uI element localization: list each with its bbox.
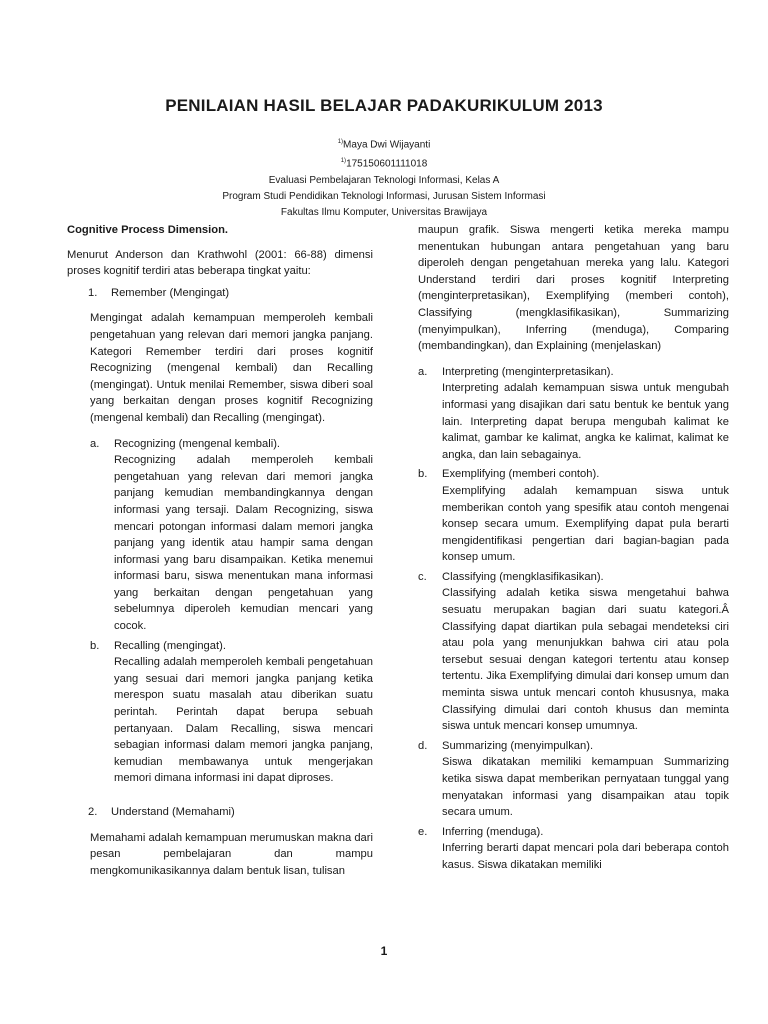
author-name: $^{1)}$Maya Dwi Wijayanti (337, 139, 431, 151)
list-item-desc: Interpreting adalah kemampuan siswa untuk mengubah informasi yang disajikan dari satu bentuk ke bentuk yang lain. Interpreting dapat berupa mengubah kalimat ke kalimat, gambar ke kalimat, angka ke kalimat, kalimat ke angka, dan lain sebagainya. (442, 382, 729, 461)
list-item: a. Recognizing (mengenal kembali). Recognizing adalah memperoleh kembali pengetahuan yang relevan dari memori jangka panjang kemudian membandingkannya dengan informasi yang tersaji. Dalam Recognizing, siswa mencari potongan informasi dalam memori jangka panjang yang identik atau hampir sama dengan informasi yang baru disampaikan. Ketika menemui informasi baru, siswa menentukan mana informasi yang berkaitan dengan pengetahuan yang sebelumnya diperoleh kemudian mencari yang cocok. (90, 436, 373, 635)
list-item-desc: Recognizing adalah memperoleh kembali pengetahuan yang relevan dari memori jangka panjang kemudian membandingkannya dengan informasi yang tersaji. Dalam Recognizing, siswa mencari potongan informasi dalam memori jangka panjang yang identik atau hampir sama dengan informasi yang baru disampaikan. Ketika menemui informasi baru, siswa menentukan mana informasi yang berkaitan dengan pengetahuan yang sebelumnya diperoleh kemudian mencari yang cocok. (114, 454, 373, 633)
list-item-desc: Siswa dikatakan memiliki kemampuan Summarizing ketika siswa dapat memberikan pernyataan tunggal yang menyatakan informasi yang disampaikan atau topik secara umum. (442, 756, 729, 819)
list-item: c. Classifying (mengklasifikasikan). Classifying adalah ketika siswa mengetahui bahwa sesuatu merupakan bagian dari suatu kategori.Â Classifying dapat diartikan pula sebagai mendeteksi ciri atau pola yang menunjukkan bahwa ciri atau pola tersebut sesuai dengan kategori tertentu atau konsep tertentu. Jika Exemplifying dimulai dari konsep umum dan meminta siswa untuk mencari contoh khususnya, maka Classifying dimulai dari contoh khusus dan meminta siswa untuk mencari konsep umumnya. (418, 569, 729, 735)
list-item-title: Interpreting (menginterpretasikan). (442, 365, 614, 378)
numbered-item-understand: 2. Understand (Memahami) (88, 806, 235, 818)
list-item: b. Exemplifying (memberi contoh). Exemplifying adalah kemampuan siswa untuk memberikan contoh yang spesifik atau contoh mengenai konsep secara umum. Exemplifying dapat pula berarti mengidentifikasi pengertian dari bagian-bagian pada konsep umum. (418, 466, 729, 566)
left-column (67, 222, 373, 879)
list-item: b. Recalling (mengingat). Recalling adalah memperoleh kembali pengetahuan yang sesuai dari memori jangka panjang ketika merespon suatu masalah atau diberikan suatu perintah. Perintah dapat berupa sebuah pertanyaan. Dalam Recalling, siswa mencari sebagian informasi dalam memori jangka panjang, kemudian membawanya untuk mengerjakan memori dimana informasi ini dapat diproses. (90, 638, 373, 787)
author-program: Program Studi Pendidikan Teknologi Informasi, Jurusan Sistem Informasi (222, 190, 546, 202)
list-item-desc: Recalling adalah memperoleh kembali pengetahuan yang sesuai dari memori jangka panjang ketika merespon suatu masalah atau diberikan suatu perintah. Perintah dapat berupa sebuah pertanyaan. Dalam Recalling, siswa mencari sebagian informasi dalam memori jangka panjang, kemudian membawanya untuk mengerjakan memori dimana informasi ini dapat diproses. (114, 656, 373, 785)
list-item-desc: Exemplifying adalah kemampuan siswa untuk memberikan contoh yang spesifik atau contoh mengenai konsep secara umum. Exemplifying dapat pula berarti mengidentifikasi pengertian dari bagian-bagian pada konsep umum. (442, 484, 729, 564)
page-title: PENILAIAN HASIL BELAJAR PADAKURIKULUM 2013 (165, 96, 603, 115)
continued-paragraph: maupun grafik. Siswa mengerti ketika mereka mampu menentukan hubungan antara pengetahuan yang baru diperoleh dengan pengetahuan mereka yang lalu. Kategori Understand terdiri dari proses kognitif Interpreting (menginterpretasikan), Exemplifying (memberi contoh), Classifying (mengklasifikasikan), Summarizing (menyimpulkan), Inferring (menduga), Comparing (membandingkan), dan Explaining (menjelaskan) (418, 224, 729, 353)
right-column (418, 222, 729, 877)
author-course: Evaluasi Pembelajaran Teknologi Informasi, Kelas A (268, 174, 500, 186)
author-block (0, 134, 768, 221)
list-item: a. Interpreting (menginterpretasikan). Interpreting adalah kemampuan siswa untuk mengubah informasi yang disajikan dari satu bentuk ke bentuk yang lain. Interpreting dapat berupa mengubah kalimat ke kalimat, gambar ke kalimat, angka ke kalimat, kalimat ke angka, dan lain sebagainya. (418, 364, 729, 464)
list-item: d. Summarizing (menyimpulkan). Siswa dikatakan memiliki kemampuan Summarizing ketika siswa dapat memberikan pernyataan tunggal yang menyatakan informasi yang disampaikan atau topik secara umum. (418, 738, 729, 821)
author-faculty: Fakultas Ilmu Komputer, Universitas Brawijaya (280, 206, 488, 218)
list-item-desc: Inferring berarti dapat mencari pola dari beberapa contoh kasus. Siswa dikatakan memiliki (442, 842, 729, 871)
intro-paragraph: Menurut Anderson dan Krathwohl (2001: 66-88) dimensi proses kognitif terdiri atas beberapa tingkat yaitu: (67, 248, 373, 278)
remember-description: Mengingat adalah kemampuan memperoleh kembali pengetahuan yang relevan dari memori jangka panjang. Kategori Remember terdiri dari proses kognitif Recognizing (mengenal kembali) dan Recalling (mengingat). Untuk menilai Remember, siswa diberi soal yang berkaitan dengan proses kognitif Recognizing (mengenal kembali) dan Recalling (mengingat). (90, 312, 373, 424)
list-item-title: Recognizing (mengenal kembali). (114, 437, 281, 450)
list-item-title: Inferring (menduga). (442, 825, 544, 838)
list-item-title: Classifying (mengklasifikasikan). (442, 570, 604, 583)
author-id: $^{1)}$175150601111018 (340, 158, 428, 170)
list-item: e. Inferring (menduga). Inferring berarti dapat mencari pola dari beberapa contoh kasus. Siswa dikatakan memiliki (418, 824, 729, 874)
numbered-item-remember: 1. Remember (Mengingat) (88, 286, 230, 299)
section-heading: Cognitive Process Dimension. (67, 224, 229, 236)
page-number: 1 (380, 944, 388, 958)
understand-description: Memahami adalah kemampuan merumuskan makna dari pesan pembelajaran dan mampu mengkomunikasikannya dalam bentuk lisan, tulisan (90, 831, 373, 877)
list-item-desc: Classifying adalah ketika siswa mengetahui bahwa sesuatu merupakan bagian dari suatu kategori.Â Classifying dapat diartikan pula sebagai mendeteksi ciri atau pola yang menunjukkan bahwa ciri atau pola tersebut sesuai dengan kategori tertentu atau konsep tertentu. Jika Exemplifying dimulai dari konsep umum dan meminta siswa untuk mencari contoh khususnya, maka Classifying dimulai dari contoh khusus dan meminta siswa untuk mencari konsep umumnya. (442, 587, 729, 733)
list-item-title: Exemplifying (memberi contoh). (442, 468, 600, 481)
list-item-title: Summarizing (menyimpulkan). (442, 739, 594, 752)
list-item-title: Recalling (mengingat). (114, 639, 226, 652)
